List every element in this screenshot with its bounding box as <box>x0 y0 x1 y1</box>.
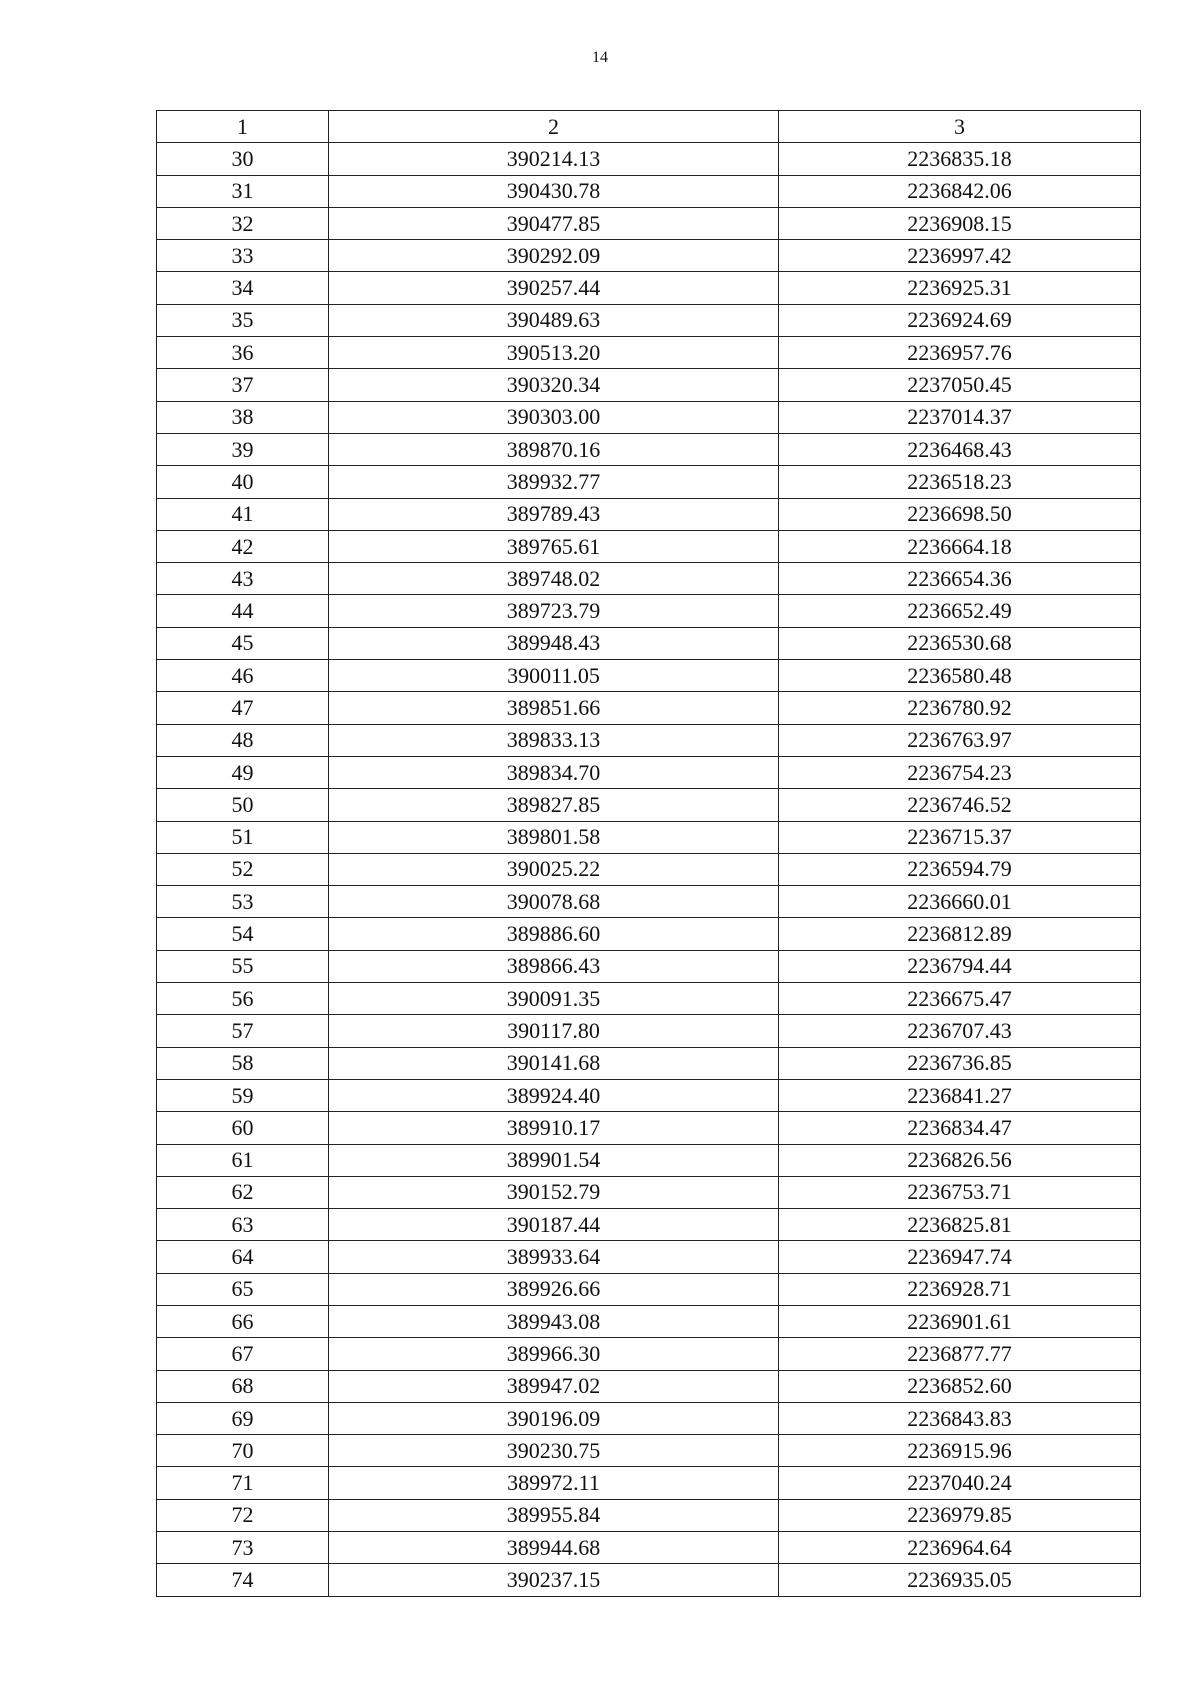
coordinate-x-cell: 389870.16 <box>329 433 779 465</box>
table-row <box>157 1532 1141 1564</box>
coordinate-x-cell: 389910.17 <box>329 1112 779 1144</box>
table-row <box>157 660 1141 692</box>
coordinate-x-cell: 390513.20 <box>329 337 779 369</box>
coordinate-x-cell: 390489.63 <box>329 304 779 336</box>
coordinate-x-cell: 389833.13 <box>329 724 779 756</box>
coordinate-x-cell: 390011.05 <box>329 660 779 692</box>
table-row <box>157 756 1141 788</box>
point-number-cell: 50 <box>157 789 329 821</box>
point-number-cell: 42 <box>157 530 329 562</box>
coordinate-y-cell: 2236812.89 <box>779 918 1141 950</box>
coordinate-y-cell: 2236736.85 <box>779 1047 1141 1079</box>
point-number-cell: 45 <box>157 627 329 659</box>
point-number-cell: 66 <box>157 1305 329 1337</box>
coordinate-y-cell: 2236594.79 <box>779 853 1141 885</box>
coordinate-y-cell: 2236997.42 <box>779 240 1141 272</box>
coordinate-y-cell: 2236915.96 <box>779 1435 1141 1467</box>
coordinate-x-cell: 389966.30 <box>329 1338 779 1370</box>
table-row <box>157 1273 1141 1305</box>
table-row <box>157 1241 1141 1273</box>
coordinates-table-container <box>156 110 1140 1597</box>
table-row <box>157 1370 1141 1402</box>
table-row <box>157 724 1141 756</box>
table-row <box>157 369 1141 401</box>
coordinate-x-cell: 390320.34 <box>329 369 779 401</box>
coordinate-y-cell: 2236957.76 <box>779 337 1141 369</box>
point-number-cell: 70 <box>157 1435 329 1467</box>
coordinate-x-cell: 390477.85 <box>329 207 779 239</box>
table-row <box>157 143 1141 175</box>
point-number-cell: 69 <box>157 1402 329 1434</box>
coordinate-y-cell: 2236924.69 <box>779 304 1141 336</box>
table-row <box>157 304 1141 336</box>
coordinate-y-cell: 2236825.81 <box>779 1209 1141 1241</box>
coordinate-y-cell: 2236928.71 <box>779 1273 1141 1305</box>
coordinate-y-cell: 2236835.18 <box>779 143 1141 175</box>
coordinate-x-cell: 390237.15 <box>329 1564 779 1596</box>
coordinate-y-cell: 2236763.97 <box>779 724 1141 756</box>
point-number-cell: 64 <box>157 1241 329 1273</box>
coordinate-y-cell: 2236754.23 <box>779 756 1141 788</box>
coordinate-x-cell: 389943.08 <box>329 1305 779 1337</box>
table-row <box>157 918 1141 950</box>
coordinate-y-cell: 2236580.48 <box>779 660 1141 692</box>
coordinate-x-cell: 389886.60 <box>329 918 779 950</box>
point-number-cell: 72 <box>157 1499 329 1531</box>
header-cell-3: 3 <box>779 111 1141 143</box>
coordinate-y-cell: 2236715.37 <box>779 821 1141 853</box>
point-number-cell: 34 <box>157 272 329 304</box>
coordinate-x-cell: 389972.11 <box>329 1467 779 1499</box>
coordinate-x-cell: 390025.22 <box>329 853 779 885</box>
coordinate-y-cell: 2236753.71 <box>779 1176 1141 1208</box>
coordinate-y-cell: 2236935.05 <box>779 1564 1141 1596</box>
coordinate-x-cell: 389947.02 <box>329 1370 779 1402</box>
coordinates-table <box>156 110 1141 1597</box>
coordinate-x-cell: 389933.64 <box>329 1241 779 1273</box>
coordinate-y-cell: 2236826.56 <box>779 1144 1141 1176</box>
coordinate-x-cell: 390257.44 <box>329 272 779 304</box>
coordinate-x-cell: 390214.13 <box>329 143 779 175</box>
coordinate-x-cell: 389827.85 <box>329 789 779 821</box>
point-number-cell: 51 <box>157 821 329 853</box>
coordinate-x-cell: 389944.68 <box>329 1532 779 1564</box>
table-row <box>157 401 1141 433</box>
point-number-cell: 59 <box>157 1079 329 1111</box>
table-row <box>157 272 1141 304</box>
coordinate-y-cell: 2236843.83 <box>779 1402 1141 1434</box>
coordinate-y-cell: 2237050.45 <box>779 369 1141 401</box>
table-row <box>157 175 1141 207</box>
point-number-cell: 49 <box>157 756 329 788</box>
coordinate-x-cell: 389932.77 <box>329 466 779 498</box>
table-row <box>157 1209 1141 1241</box>
table-row <box>157 498 1141 530</box>
table-row <box>157 627 1141 659</box>
coordinate-y-cell: 2236698.50 <box>779 498 1141 530</box>
point-number-cell: 36 <box>157 337 329 369</box>
coordinate-x-cell: 390141.68 <box>329 1047 779 1079</box>
table-row <box>157 563 1141 595</box>
table-row <box>157 1079 1141 1111</box>
point-number-cell: 60 <box>157 1112 329 1144</box>
coordinate-x-cell: 390078.68 <box>329 886 779 918</box>
point-number-cell: 35 <box>157 304 329 336</box>
coordinate-y-cell: 2236925.31 <box>779 272 1141 304</box>
coordinate-x-cell: 390117.80 <box>329 1015 779 1047</box>
table-row <box>157 1402 1141 1434</box>
header-cell-2: 2 <box>329 111 779 143</box>
table-row <box>157 595 1141 627</box>
coordinate-y-cell: 2237014.37 <box>779 401 1141 433</box>
point-number-cell: 32 <box>157 207 329 239</box>
coordinate-x-cell: 390152.79 <box>329 1176 779 1208</box>
point-number-cell: 71 <box>157 1467 329 1499</box>
coordinate-x-cell: 389723.79 <box>329 595 779 627</box>
header-cell-1: 1 <box>157 111 329 143</box>
coordinate-y-cell: 2236834.47 <box>779 1112 1141 1144</box>
point-number-cell: 30 <box>157 143 329 175</box>
coordinate-x-cell: 390230.75 <box>329 1435 779 1467</box>
coordinate-y-cell: 2236746.52 <box>779 789 1141 821</box>
table-row <box>157 433 1141 465</box>
point-number-cell: 31 <box>157 175 329 207</box>
coordinate-y-cell: 2236675.47 <box>779 983 1141 1015</box>
point-number-cell: 44 <box>157 595 329 627</box>
coordinate-y-cell: 2236780.92 <box>779 692 1141 724</box>
table-row <box>157 1435 1141 1467</box>
coordinate-x-cell: 390292.09 <box>329 240 779 272</box>
point-number-cell: 68 <box>157 1370 329 1402</box>
table-row <box>157 530 1141 562</box>
coordinate-y-cell: 2236652.49 <box>779 595 1141 627</box>
coordinate-y-cell: 2236979.85 <box>779 1499 1141 1531</box>
coordinate-y-cell: 2236908.15 <box>779 207 1141 239</box>
coordinate-x-cell: 390187.44 <box>329 1209 779 1241</box>
table-row <box>157 466 1141 498</box>
coordinate-x-cell: 389901.54 <box>329 1144 779 1176</box>
point-number-cell: 57 <box>157 1015 329 1047</box>
table-row <box>157 1338 1141 1370</box>
table-row <box>157 983 1141 1015</box>
point-number-cell: 54 <box>157 918 329 950</box>
coordinate-x-cell: 389924.40 <box>329 1079 779 1111</box>
table-row <box>157 692 1141 724</box>
coordinate-y-cell: 2236841.27 <box>779 1079 1141 1111</box>
coordinate-y-cell: 2236530.68 <box>779 627 1141 659</box>
table-row <box>157 207 1141 239</box>
table-row <box>157 950 1141 982</box>
coordinate-y-cell: 2236901.61 <box>779 1305 1141 1337</box>
table-row <box>157 1467 1141 1499</box>
point-number-cell: 67 <box>157 1338 329 1370</box>
coordinate-y-cell: 2236794.44 <box>779 950 1141 982</box>
point-number-cell: 63 <box>157 1209 329 1241</box>
point-number-cell: 62 <box>157 1176 329 1208</box>
point-number-cell: 46 <box>157 660 329 692</box>
coordinate-y-cell: 2236964.64 <box>779 1532 1141 1564</box>
table-row <box>157 1176 1141 1208</box>
coordinate-x-cell: 389801.58 <box>329 821 779 853</box>
point-number-cell: 41 <box>157 498 329 530</box>
table-row <box>157 1305 1141 1337</box>
point-number-cell: 39 <box>157 433 329 465</box>
coordinate-y-cell: 2236852.60 <box>779 1370 1141 1402</box>
coordinate-y-cell: 2236707.43 <box>779 1015 1141 1047</box>
coordinate-x-cell: 389765.61 <box>329 530 779 562</box>
table-row <box>157 1564 1141 1596</box>
coordinate-y-cell: 2236842.06 <box>779 175 1141 207</box>
table-body <box>157 143 1141 1596</box>
coordinate-y-cell: 2236877.77 <box>779 1338 1141 1370</box>
point-number-cell: 53 <box>157 886 329 918</box>
coordinate-x-cell: 389926.66 <box>329 1273 779 1305</box>
coordinate-y-cell: 2236468.43 <box>779 433 1141 465</box>
point-number-cell: 55 <box>157 950 329 982</box>
point-number-cell: 33 <box>157 240 329 272</box>
coordinate-y-cell: 2236947.74 <box>779 1241 1141 1273</box>
point-number-cell: 73 <box>157 1532 329 1564</box>
coordinate-x-cell: 390430.78 <box>329 175 779 207</box>
page-number: 14 <box>592 49 608 66</box>
point-number-cell: 58 <box>157 1047 329 1079</box>
table-row <box>157 1015 1141 1047</box>
coordinate-x-cell: 389955.84 <box>329 1499 779 1531</box>
point-number-cell: 52 <box>157 853 329 885</box>
coordinate-x-cell: 389748.02 <box>329 563 779 595</box>
coordinate-x-cell: 390091.35 <box>329 983 779 1015</box>
table-row <box>157 1499 1141 1531</box>
point-number-cell: 65 <box>157 1273 329 1305</box>
coordinate-x-cell: 389789.43 <box>329 498 779 530</box>
table-row <box>157 337 1141 369</box>
point-number-cell: 40 <box>157 466 329 498</box>
coordinate-y-cell: 2237040.24 <box>779 1467 1141 1499</box>
coordinate-y-cell: 2236660.01 <box>779 886 1141 918</box>
coordinate-x-cell: 389834.70 <box>329 756 779 788</box>
table-row <box>157 1047 1141 1079</box>
table-header-row <box>157 111 1141 143</box>
coordinate-x-cell: 390196.09 <box>329 1402 779 1434</box>
table-row <box>157 821 1141 853</box>
point-number-cell: 37 <box>157 369 329 401</box>
coordinate-x-cell: 390303.00 <box>329 401 779 433</box>
coordinate-x-cell: 389866.43 <box>329 950 779 982</box>
table-row <box>157 886 1141 918</box>
coordinate-y-cell: 2236518.23 <box>779 466 1141 498</box>
point-number-cell: 56 <box>157 983 329 1015</box>
coordinate-y-cell: 2236654.36 <box>779 563 1141 595</box>
point-number-cell: 38 <box>157 401 329 433</box>
table-row <box>157 789 1141 821</box>
table-row <box>157 853 1141 885</box>
coordinate-y-cell: 2236664.18 <box>779 530 1141 562</box>
point-number-cell: 61 <box>157 1144 329 1176</box>
table-row <box>157 240 1141 272</box>
table-row <box>157 1144 1141 1176</box>
coordinate-x-cell: 389948.43 <box>329 627 779 659</box>
point-number-cell: 48 <box>157 724 329 756</box>
coordinate-x-cell: 389851.66 <box>329 692 779 724</box>
point-number-cell: 43 <box>157 563 329 595</box>
point-number-cell: 74 <box>157 1564 329 1596</box>
table-row <box>157 1112 1141 1144</box>
point-number-cell: 47 <box>157 692 329 724</box>
